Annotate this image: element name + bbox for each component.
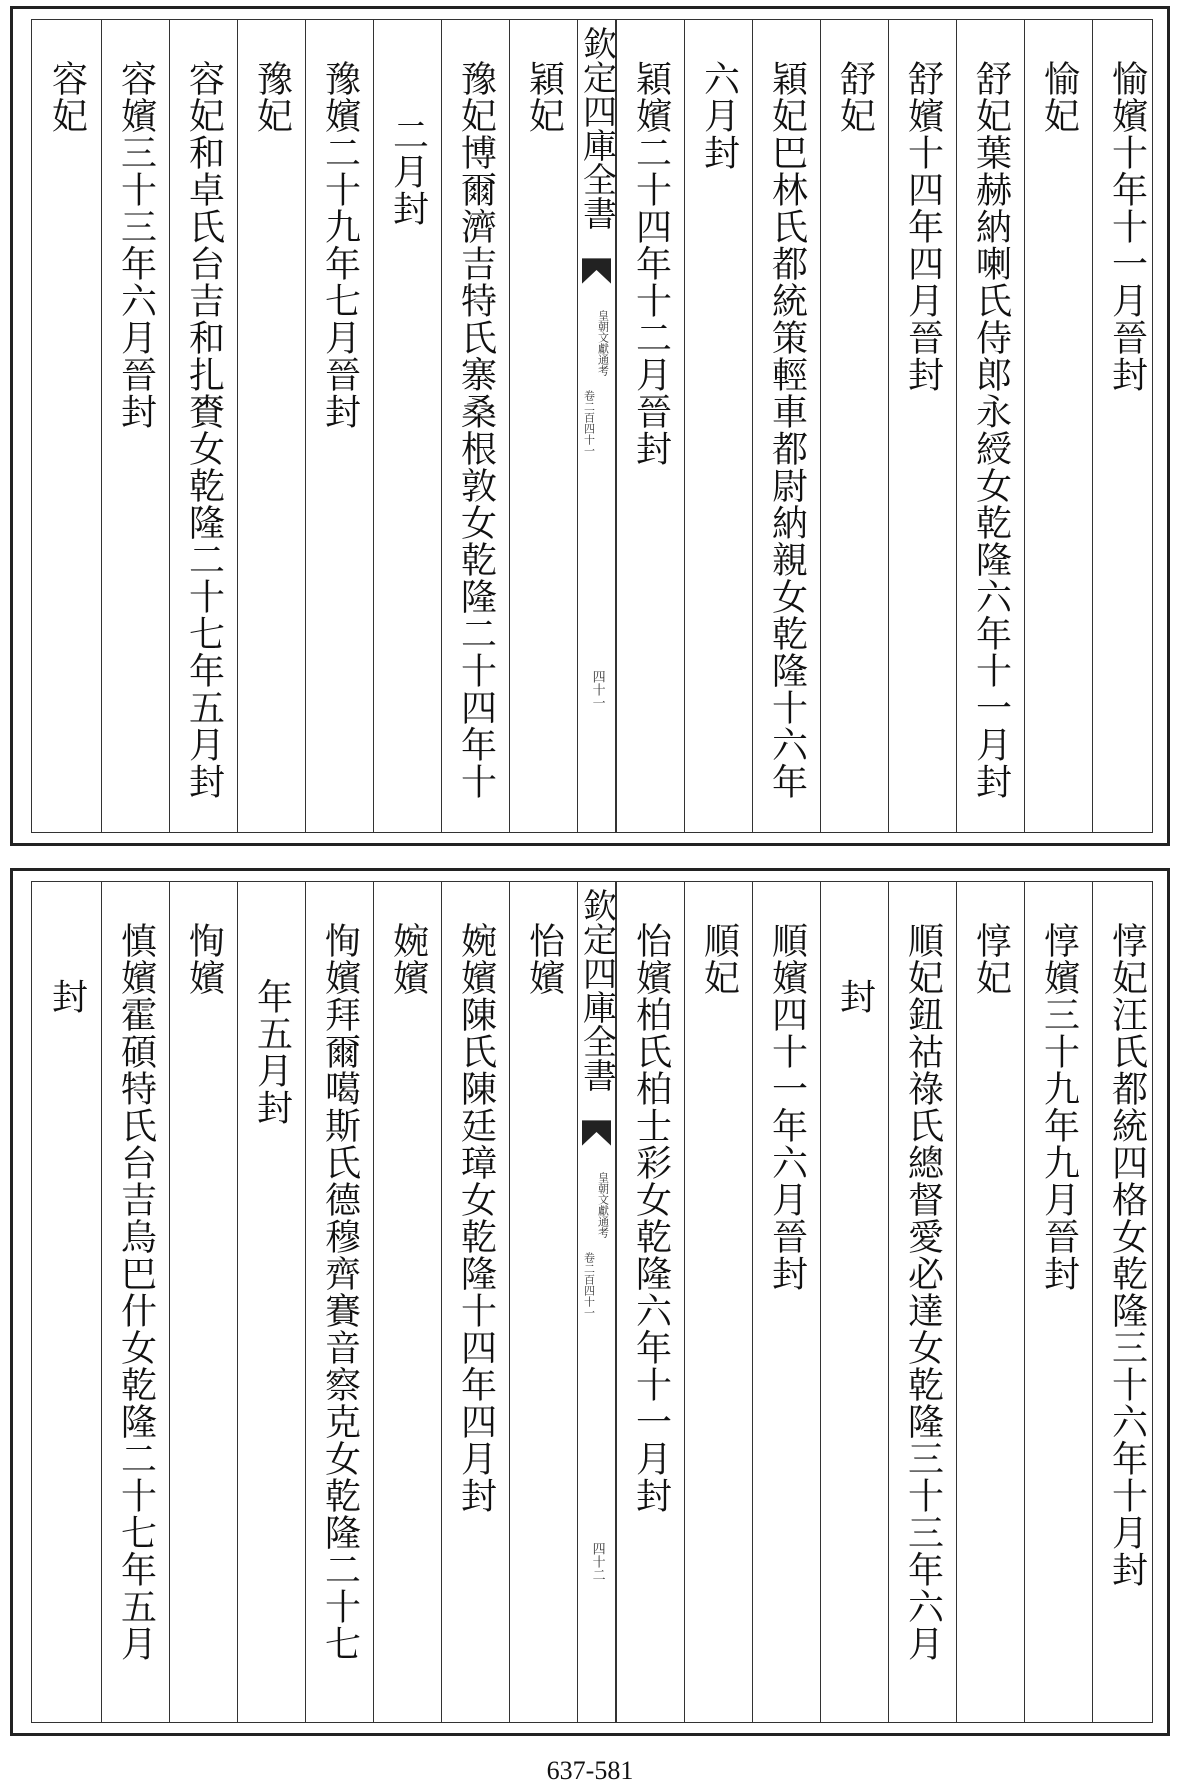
column-text: 舒妃: [834, 60, 876, 134]
column-text: 愉妃: [1038, 60, 1080, 134]
source-title: 皇朝文獻通考: [596, 310, 610, 376]
bottom-page: [10, 868, 1170, 1736]
column-text: 二月封: [387, 116, 429, 227]
column: [373, 20, 441, 832]
column: [616, 20, 684, 832]
fishtail-icon: [582, 258, 611, 284]
leaf-number: 四十一: [589, 670, 605, 709]
column: [101, 20, 169, 832]
column: [820, 20, 888, 832]
column-text: 恂嬪: [183, 922, 225, 996]
column-text: 年五月封: [251, 978, 293, 1126]
column-text: 豫妃: [251, 60, 293, 134]
column: [509, 20, 577, 832]
column-text: 順妃: [698, 922, 740, 996]
column: [237, 882, 305, 1722]
column-text: 順嬪四十一年六月晉封: [766, 922, 808, 1292]
column-text: 容妃: [46, 60, 88, 134]
column: [169, 882, 237, 1722]
column: [956, 882, 1024, 1722]
column-text: 怡嬪: [523, 922, 565, 996]
column: [956, 20, 1024, 832]
column: [752, 882, 820, 1722]
column: [1024, 882, 1092, 1722]
bottom-page-frame: [31, 881, 1153, 1723]
column-text: 婉嬪陳氏陳廷璋女乾隆十四年四月封: [455, 922, 497, 1514]
banner-title: 欽定四庫全書: [576, 26, 617, 230]
column: [1024, 20, 1092, 832]
column: [441, 882, 509, 1722]
column: [373, 882, 441, 1722]
column-text: 惇妃汪氏都統四格女乾隆三十六年十月封: [1106, 922, 1148, 1588]
column-text: 愉嬪十年十一月晉封: [1106, 60, 1148, 393]
column-text: 穎妃: [523, 60, 565, 134]
column-text: 舒嬪十四年四月晉封: [902, 60, 944, 393]
column-text: 豫妃博爾濟吉特氏寨桑根敦女乾隆二十四年十: [455, 60, 497, 800]
column: [237, 20, 305, 832]
column: [305, 20, 373, 832]
column-text: 恂嬪拜爾噶斯氏德穆齊賽音察克女乾隆二十七: [319, 922, 361, 1662]
column-text: 婉嬪: [387, 922, 429, 996]
top-page: [10, 6, 1170, 846]
column: [616, 882, 684, 1722]
source-title: 皇朝文獻通考: [596, 1172, 610, 1238]
top-page-frame: [31, 19, 1153, 833]
leaf-number: 四十二: [589, 1542, 605, 1581]
column: [1092, 20, 1160, 832]
column: [441, 20, 509, 832]
column: [820, 882, 888, 1722]
fishtail-icon: [582, 1120, 611, 1146]
column: [1092, 882, 1160, 1722]
column-text: 穎妃巴林氏都統策輕車都尉納親女乾隆十六年: [766, 60, 808, 800]
column-text: 容嬪三十三年六月晉封: [115, 60, 157, 430]
column: [101, 882, 169, 1722]
column: [888, 882, 956, 1722]
column: [888, 20, 956, 832]
page-number: 637-581: [546, 1756, 634, 1785]
column-text: 封: [46, 978, 88, 1015]
column-text: 舒妃葉赫納喇氏侍郎永綬女乾隆六年十一月封: [970, 60, 1012, 800]
chapter-number: 卷二百四十一: [582, 390, 596, 456]
column-text: 六月封: [698, 60, 740, 171]
column-text: 容妃和卓氏台吉和扎賚女乾隆二十七年五月封: [183, 60, 225, 800]
column-text: 穎嬪二十四年十二月晉封: [630, 60, 672, 467]
center-margin: [577, 20, 616, 832]
column-text: 慎嬪霍碩特氏台吉烏巴什女乾隆二十七年五月: [115, 922, 157, 1662]
column-text: 怡嬪柏氏柏士彩女乾隆六年十一月封: [630, 922, 672, 1514]
column: [32, 882, 101, 1722]
column-text: 順妃鈕祜祿氏總督愛必達女乾隆三十三年六月: [902, 922, 944, 1662]
column: [169, 20, 237, 832]
column: [752, 20, 820, 832]
column-text: 惇嬪三十九年九月晉封: [1038, 922, 1080, 1292]
column-text: 封: [834, 978, 876, 1015]
column: [32, 20, 101, 832]
center-margin: [577, 882, 616, 1722]
column-text: 惇妃: [970, 922, 1012, 996]
column: [509, 882, 577, 1722]
column-text: 豫嬪二十九年七月晉封: [319, 60, 361, 430]
column: [684, 20, 752, 832]
column: [684, 882, 752, 1722]
banner-title: 欽定四庫全書: [576, 888, 617, 1092]
chapter-number: 卷二百四十一: [582, 1252, 596, 1318]
column: [305, 882, 373, 1722]
